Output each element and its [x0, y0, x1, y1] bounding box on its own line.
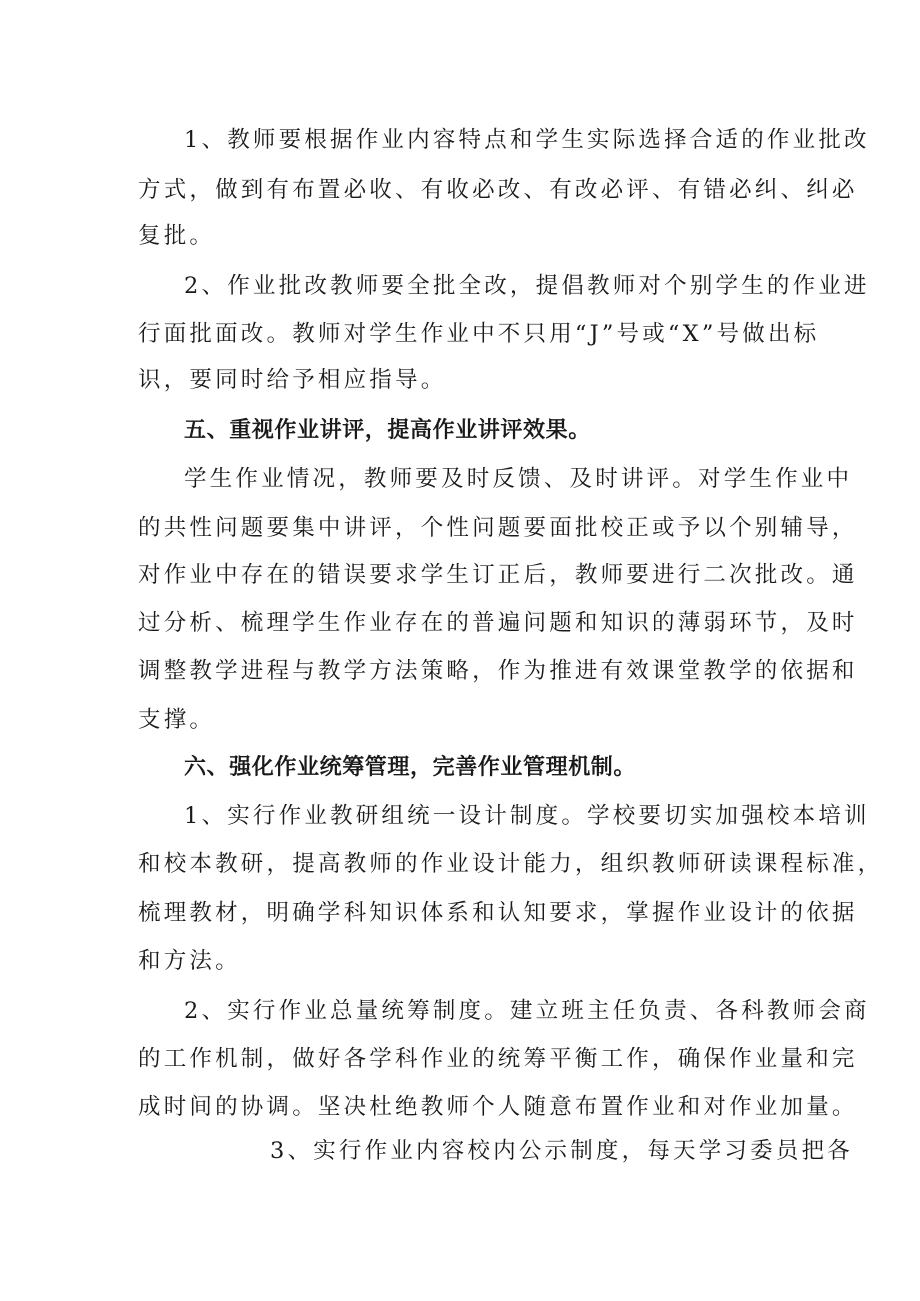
- paragraph-3-line-3: 对作业中存在的错误要求学生订正后，教师要进行二次批改。通: [138, 562, 858, 588]
- paragraph-5-line-2: 的工作机制，做好各学科作业的统筹平衡工作，确保作业量和完: [138, 1046, 858, 1072]
- paragraph-5-line-3: 成时间的协调。坚决杜绝教师个人随意布置作业和对作业加量。: [138, 1094, 858, 1120]
- paragraph-4-line-1: 1、实行作业教研组统一设计制度。学校要切实加强校本培训: [184, 803, 870, 829]
- paragraph-5-line-1: 2、实行作业总量统筹制度。建立班主任负责、各科教师会商: [184, 998, 870, 1024]
- paragraph-6-line-1: 3、实行作业内容校内公示制度，每天学习委员把各: [270, 1138, 853, 1164]
- paragraph-1-line-1: 1、教师要根据作业内容特点和学生实际选择合适的作业批改: [184, 127, 870, 153]
- paragraph-2-line-3: 识，要同时给予相应指导。: [138, 367, 447, 393]
- paragraph-3-line-5: 调整教学进程与教学方法策略，作为推进有效课堂教学的依据和: [138, 658, 858, 684]
- paragraph-1-line-2: 方式，做到有布置必收、有收必改、有改必评、有错必纠、纠必: [138, 177, 858, 203]
- paragraph-3-line-2: 的共性问题要集中讲评，个性问题要面批校正或予以个别辅导，: [138, 515, 858, 541]
- paragraph-2-line-2: 行面批面改。教师对学生作业中不只用“J”号或“X”号做出标: [138, 321, 820, 347]
- paragraph-4-line-2: 和校本教研，提高教师的作业设计能力，组织教师研读课程标准，: [138, 851, 884, 877]
- paragraph-3-line-6: 支撑。: [138, 707, 216, 733]
- section-heading-5: 五、重视作业讲评，提高作业讲评效果。: [184, 418, 591, 443]
- paragraph-3-line-4: 过分析、梳理学生作业存在的普遍问题和知识的薄弱环节，及时: [138, 610, 858, 636]
- section-heading-6: 六、强化作业统筹管理，完善作业管理机制。: [184, 755, 637, 780]
- paragraph-1-line-3: 复批。: [138, 223, 216, 249]
- paragraph-4-line-3: 梳理教材，明确学科知识体系和认知要求，掌握作业设计的依据: [138, 900, 858, 926]
- paragraph-3-line-1: 学生作业情况，教师要及时反馈、及时讲评。对学生作业中: [184, 466, 853, 492]
- paragraph-4-line-4: 和方法。: [138, 948, 241, 974]
- paragraph-2-line-1: 2、作业批改教师要全批全改，提倡教师对个别学生的作业进: [184, 273, 870, 299]
